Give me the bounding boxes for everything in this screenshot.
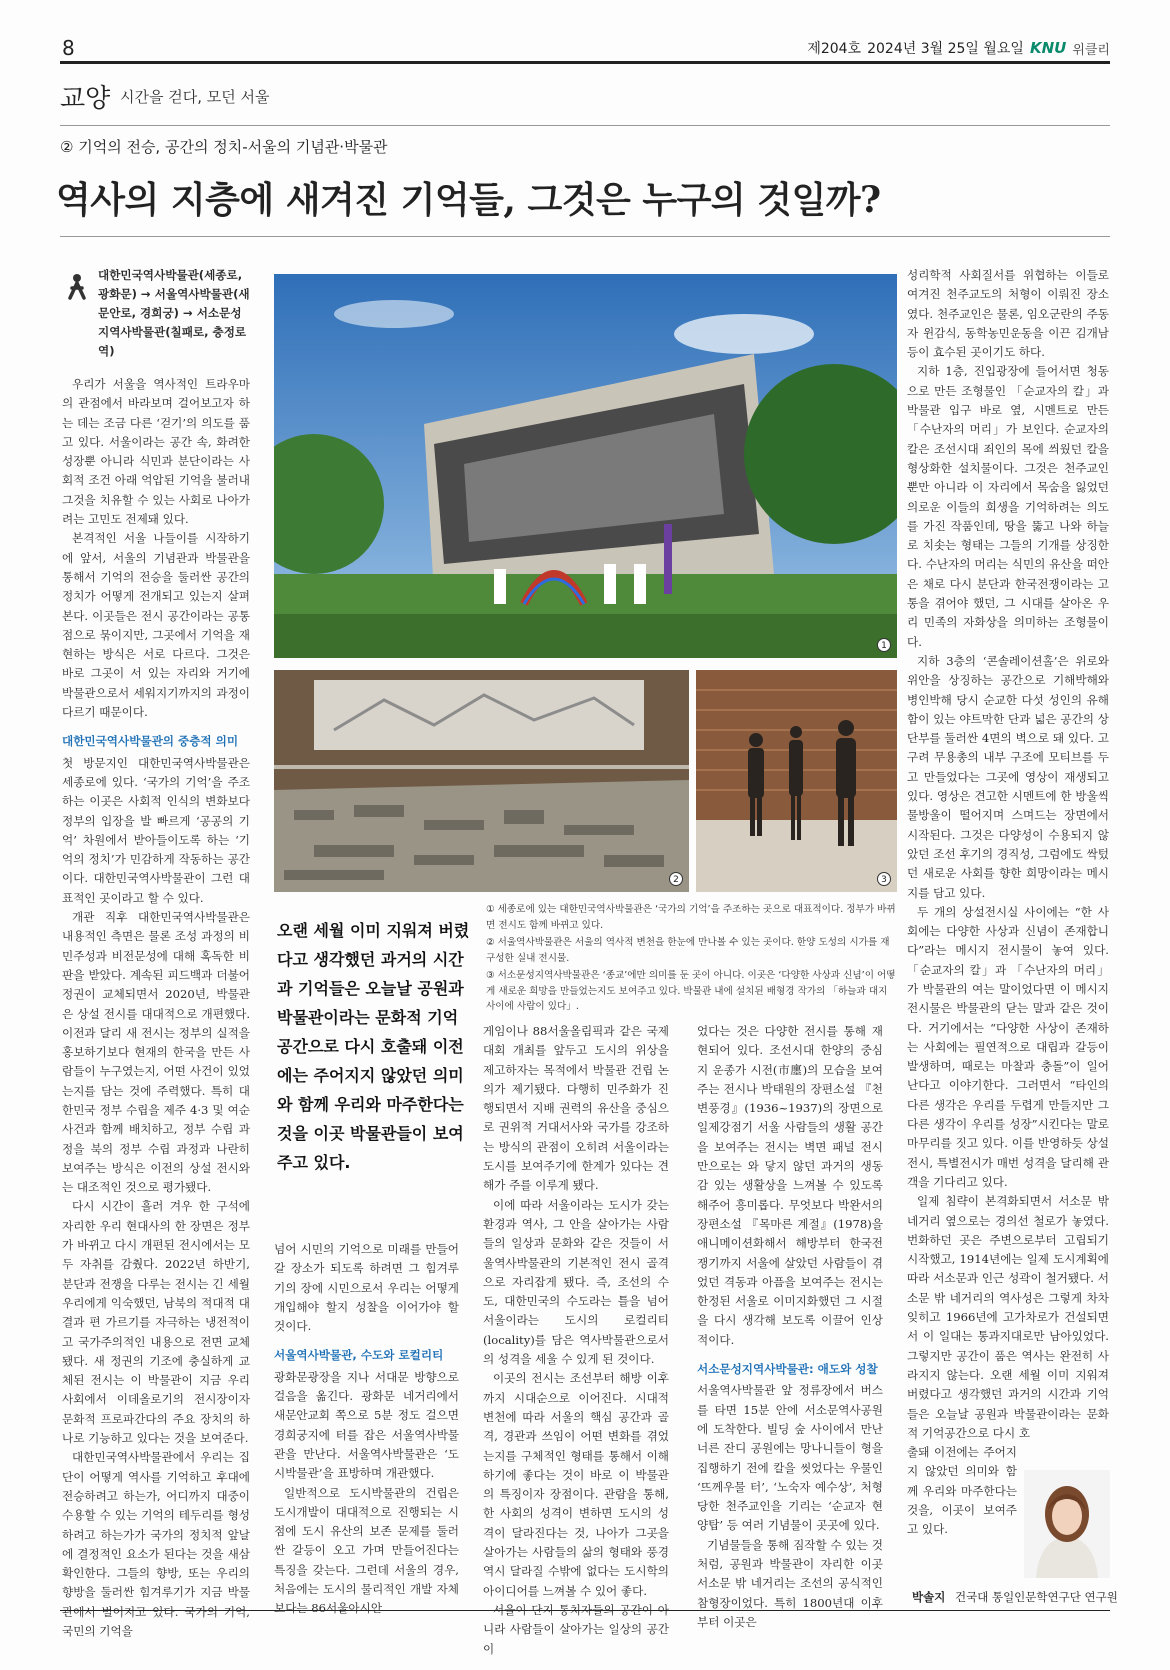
column-3: [483, 1022, 669, 1659]
byline: [912, 1589, 1118, 1605]
photo-badge: 3: [877, 872, 891, 886]
paragraph: 기념물들을 통해 짐작할 수 있는 것처럼, 공원과 박물관이 자리한 이곳 서소문 밖 네거리는 조선의 공식적인 참형장이었다. 특히 1800년대 이후부터 이곳은: [697, 1537, 883, 1629]
photo-badge: 2: [669, 872, 683, 886]
caption: ③ 서소문성지역사박물관은 ‘종교’에만 의미를 둔 곳이 아니다. 이곳은 ‘다양한 사상과 신념’이 어떻게 새로운 희망을 만들었는지도 보여주고 있다. 박물관 내에 설치된 배형경 작가의 「하늘과 대지 사이에 사람이 있다」.: [486, 970, 896, 1012]
paragraph: 지하 3층의 ‘콘솔레이션홀’은 위로와 위안을 상징하는 공간으로 기해박해와 병인박해 당시 순교한 다섯 성인의 유해함이 있는 야트막한 단과 넓은 공간의 상단부를 둘러싼 4면의 벽으로 돼 있다. 고구려 무용총의 내부 구조에 모티브를 두고 만들었다는 그곳에 영상이 재생되고 있다. 영상은 견고한 시멘트에 한 방울씩 물방울이 떨어지며 스며드는 장면에서 시작된다. 그것은 다양성이 수용되지 않았던 조선 후기의 경직성, 그럼에도 싹텄던 새로운 사회를 향한 희망이라는 메시지를 담고 있다.: [907, 653, 1109, 900]
museum-building-image: [274, 274, 897, 658]
sculpture-image: [696, 670, 897, 892]
paragraph: 성리학적 사회질서를 위협하는 이들로 여겨진 천주교도의 처형이 이뤄진 장소였다. 천주교인은 물론, 임오군란의 주동자 윈감식, 동학농민운동을 이끈 김개남 등이 효수된 곳이기도 하다.: [907, 268, 1109, 360]
photo-captions: [486, 902, 896, 1017]
paragraph: 출돼 이전에는 주어지지 않았던 의미와 함께 우리와 마주한다는 것을, 이곳이 보여주고 있다.: [907, 1445, 1017, 1537]
caption: ② 서울역사박물관은 서울의 역사적 변천을 한눈에 만나볼 수 있는 곳이다. 한양 도성의 시가를 재구성한 실내 전시물.: [486, 937, 890, 964]
paragraph: 대한민국역사박물관에서 우리는 집단이 어떻게 역사를 기억하고 후대에 전승하려고 하는가, 어디까지 대중이 수용할 수 있는 기억의 테두리를 형성하려고 하는가가 국가의 정치적 앞날에 결정적인 요소가 된다는 것을 새삼 확인한다. 그들의 향방, 또는 우리의 향방을 둘러싼 힘겨루기가 지금 박물관에서 벌어지고 있다. 국가의 기억, 국민의 기억을: [62, 1450, 250, 1638]
photo-sculpture-hall: [696, 670, 897, 892]
pull-quote: 오랜 세월 이미 지워져 버렸다고 생각했던 과거의 시간과 기억들은 오늘날 공원과 박물관이라는 문화적 기억공간으로 다시 호출돼 이전에는 주어지지 않았던 의미와 함께 우리와 마주한다는 것을 이곳 박물관들이 보여주고 있다.: [277, 921, 470, 1172]
column-2: [274, 1240, 459, 1619]
paragraph: 개관 직후 대한민국역사박물관은 내용적인 측면은 물론 조성 과정의 비민주성과 비전문성에 대해 혹독한 비판을 받았다. 계속된 피드백과 더불어 정권이 교체되면서 2020년, 박물관은 상설 전시를 대대적으로 개편했다. 이전과 달리 새 전시는 정부의 실적을 홍보하기보다 현재의 한국을 만든 사람들이 누구였는지, 어떤 사건이 있었는지를 담는 것에 주력했다. 특히 대한민국 정부 수립을 제주 4·3 및 여순사건과 함께 배치하고, 정부 수립 과정을 북의 정부 수립 과정과 나란히 보여주는 방식은 이전의 상설 전시와는 대조적인 것으로 평가됐다.: [62, 910, 250, 1195]
section-subtitle: 시간을 걷다, 모던 서울: [120, 88, 270, 106]
subheading: 서울역사박물관, 수도와 로컬리티: [274, 1348, 444, 1363]
paragraph: 이곳의 전시는 조선부터 해방 이후까지 시대순으로 이어진다. 시대적 변천에 따라 서울의 핵심 공간과 골격, 경관과 쓰임이 어떤 변화를 겪었는지를 구체적인 형태를 통해서 이해하기에 좋다는 것이 바로 이 박물관의 특징이자 장점이다. 관람을 통해, 한 사회의 성격이 변하면 도시의 성격이 달라진다는 것, 나아가 그곳을 살아가는 사람들의 삶의 형태와 풍경 역시 달라질 수밖에 없다는 도시학의 아이디어를 느껴볼 수 있어 좋다.: [483, 1371, 669, 1598]
author-affiliation: 건국대 통일인문학연구단 연구원: [954, 1590, 1118, 1604]
page-number: 8: [62, 36, 75, 60]
logo-sub: 위클리: [1072, 42, 1110, 58]
bottom-divider: [60, 1610, 1110, 1611]
knu-logo: KNU: [1029, 39, 1067, 57]
issue-info: [807, 38, 1110, 58]
city-model-image: [274, 670, 689, 892]
paragraph: 지하 1층, 진입광장에 들어서면 청동으로 만든 조형물인 「순교자의 칼」과 박물관 입구 바로 옆, 시멘트로 만든 「수난자의 머리」가 보인다. 순교자의 칼은 조선시대 죄인의 목에 씌웠던 칼을 형상화한 설치물이다. 그것은 천주교인뿐만 아니라 이 자리에서 목숨을 잃었던 의로운 이들의 희생을 기억하려는 의도를 가진 작품인데, 땅을 뚫고 나와 하늘로 치솟는 형태는 그들의 기개를 상징한다. 수난자의 머리는 식민의 유산을 떠안은 채로 다시 분단과 한국전쟁이라는 고통을 겪어야 했던, 그 시대를 살아온 우리 민족의 자화상을 의미하는 조형물이다.: [907, 364, 1109, 649]
caption: ① 세종로에 있는 대한민국역사박물관은 ‘국가의 기억’을 주조하는 곳으로 대표적이다. 정부가 바뀌면 전시도 함께 바뀌고 있다.: [486, 904, 896, 931]
subheading: 대한민국역사박물관의 중층적 의미: [62, 734, 239, 749]
issue-number: 제204호: [807, 41, 862, 57]
section-header: [60, 74, 1110, 126]
paragraph: 게임이나 88서울올림픽과 같은 국제대회 개최를 앞두고 도시의 위상을 제고하자는 목적에서 박물관 건립 논의가 제기됐다. 다행히 민주화가 진행되면서 지배 권력의 유산을 중심으로 권위적 거대서사와 국가를 강조하는 방식의 관점이 오히려 서울이라는 도시를 보여주기에 한계가 있다는 견해가 주를 이루게 됐다.: [483, 1024, 669, 1193]
paragraph: 서울이 단지 통치자들의 공간이 아니라 사람들이 살아가는 일상의 공간이: [483, 1602, 669, 1656]
author-portrait: [1024, 1470, 1110, 1578]
paragraph: 우리가 서울을 역사적인 트라우마의 관점에서 바라보며 걸어보고자 하는 데는 조금 다른 ‘걷기’의 의도를 품고 있다. 서울이라는 공간 속, 화려한 성장뿐 아니라 식민과 분단이라는 사회적 조건 아래 억압된 기억을 불러내 그것을 치유할 수 있는 사회로 나아가려는 고민도 전제돼 있다.: [62, 377, 250, 527]
paragraph: 이에 따라 서울이라는 도시가 갖는 환경과 역사, 그 안을 살아가는 사람들의 일상과 문화와 같은 것들이 서울역사박물관의 기본적인 전시 골격으로 자리잡게 됐다. 즉, 조선의 수도, 대한민국의 수도라는 틀을 넘어 서울이라는 도시의 로컬리티(locality)를 담은 역사박물관으로서의 성격을 세울 수 있게 된 것이다.: [483, 1197, 669, 1367]
headline-divider: [60, 236, 1110, 237]
paragraph: 었다는 것은 다양한 전시를 통해 재현되어 있다. 조선시대 한양의 중심지 운종가 시전(市廛)의 모습을 보여주는 전시나 박태원의 장편소설 『천변풍경』(1936~1937)의 장면으로 일제강점기 서울 사람들의 생활 공간을 보여주는 전시는 벽면 패널 전시만으로는 와 닿지 않던 과거의 생동감 있는 생활상을 느껴볼 수 있도록 해주어 흥미롭다. 무엇보다 박완서의 장편소설 『목마른 계절』(1978)을 애니메이션화해서 해방부터 한국전쟁기까지 서울에 살았던 사람들이 겪었던 격동과 아픔을 보여주는 전시는 한정된 서울로 이미지화했던 그 시절을 다시 생각해 보도록 이끌어 인상적이다.: [697, 1024, 883, 1347]
author-name: 박솔지: [912, 1590, 946, 1604]
author-photo: [1024, 1470, 1110, 1578]
paragraph: 첫 방문지인 대한민국역사박물관은 세종로에 있다. ‘국가의 기억’을 주조하는 이곳은 사회적 인식의 변화보다 정부의 입장을 발 빠르게 ‘공공의 기억’ 차원에서 받아들이도록 하는 ‘기억의 정치’가 민감하게 작동하는 공간이다. 대한민국역사박물관이 그런 대표적인 곳이라고 할 수 있다.: [62, 755, 250, 905]
paragraph: 일제 침략이 본격화되면서 서소문 밖 네거리 옆으로는 경의선 철로가 놓였다. 번화하던 곳은 주변으로부터 고립되기 시작했고, 1914년에는 일제 도시계획에 따라 서소문과 인근 성곽이 철거됐다. 서소문 밖 네거리의 역사성은 그렇게 차차 잊히고 1966년에 고가차로가 건설되면서 이 일대는 통과지대로만 남아있었다. 그렇지만 공간이 품은 역사는 완전히 사라지지 않는다. 오랜 세월 이미 지워져 버렸다고 생각했던 과거의 시간과 기억들은 오늘날 공원과 박물관이라는 문화적 기억공간으로 다시 호: [907, 1194, 1109, 1440]
section-label: 교양: [60, 84, 111, 114]
article-kicker: ② 기억의 전승, 공간의 정치-서울의 기념관·박물관: [60, 138, 388, 156]
column-5: [907, 266, 1109, 1540]
paragraph: 일반적으로 도시박물관의 건립은 도시개발이 대대적으로 진행되는 시점에 도시 유산의 보존 문제를 둘러싼 갈등이 오고 가며 만들어진다는 특징을 갖는다. 그런데 서울의 경우, 처음에는 도시의 물리적인 개발 자체보다는 86서울아시안: [274, 1485, 459, 1616]
paragraph: 넘어 시민의 기억으로 미래를 만들어 갈 장소가 되도록 하려면 그 힘겨루기의 장에 시민으로서 우리는 어떻게 개입해야 할지 성찰을 이어가야 할 것이다.: [274, 1242, 459, 1334]
walking-person-icon: [62, 272, 92, 302]
article-lead: [62, 266, 250, 361]
photo-seoul-model: [274, 670, 689, 892]
page-header: [60, 30, 1110, 64]
paragraph: 다시 시간이 흘러 겨우 한 구석에 자리한 우리 현대사의 한 장면은 정부가 바뀌고 다시 개편된 전시에서는 모두 자취를 감췄다. 2022년 하반기, 분단과 전쟁을 다루는 전시는 긴 세월 우리에게 익숙했던, 남북의 적대적 대결과 편 가르기를 자극하는 냉전적이고 국가주의적인 내용으로 전면 교체됐다. 새 정권의 기조에 충실하게 교체된 전시는 이 박물관이 지금 우리 사회에서 이데올로기의 전시장이자 문화적 프로파간다의 주요 장치의 하나로 기능하고 있다는 것을 보여준다.: [62, 1199, 250, 1446]
paragraph: 서울역사박물관 앞 정류장에서 버스를 타면 15분 안에 서소문역사공원에 도착한다. 빌딩 숲 사이에서 만난 너른 잔디 공원에는 망나니들이 형을 집행하기 전에 칼을 씻었다는 우물인 ‘뜨께우물 터’, ‘노숙자 예수상’, 처형당한 천주교인을 기리는 ‘순교자 현양탑’ 등 여러 기념물이 곳곳에 있다.: [697, 1383, 883, 1533]
photo-badge: 1: [877, 638, 891, 652]
issue-date: 2024년 3월 25일 월요일: [867, 41, 1024, 57]
paragraph: 본격적인 서울 나들이를 시작하기에 앞서, 서울의 기념관과 박물관을 통해서 기억의 전승을 둘러싼 공간의 정치가 어떻게 전개되고 있는지 살펴본다. 이곳들은 전시 공간이라는 공통점으로 묶이지만, 그곳에서 기억을 재현하는 방식은 서로 다르다. 그것은 바로 그곳이 서 있는 자리와 거기에 박물관으로서 세워지기까지의 과정이 다르기 때문이다.: [62, 531, 250, 720]
article-headline: 역사의 지층에 새겨진 기억들, 그것은 누구의 것일까?: [56, 179, 881, 221]
subheading: 서소문성지역사박물관: 애도와 성찰: [697, 1362, 878, 1377]
lead-route: 대한민국역사박물관(세종로, 광화문) → 서울역사박물관(새문안로, 경희궁) → 서소문성지역사박물관(칠패로, 충정로역): [98, 268, 250, 358]
paragraph: 두 개의 상설전시실 사이에는 “한 사회에는 다양한 사상과 신념이 존재합니다”라는 메시지 전시물이 놓여 있다. 「순교자의 칼」과 「수난자의 머리」가 박물관의 여는 말이었다면 이 메시지 전시물은 박물관의 닫는 말과 같은 것이다. 거기에서는 “다양한 사상이 존재하는 사회에는 필연적으로 대립과 갈등이 발생하며, 때로는 마찰과 충돌”이 일어난다고 이야기한다. 그러면서 “타인의 다른 생각은 우리를 두렵게 만들지만 그 다른 생각이 우리를 성장”시킨다는 말로 마무리를 짓고 있다. 이를 반영하듯 상설전시, 특별전시가 매번 성격을 달리해 관객을 기다리고 있다.: [907, 904, 1109, 1189]
column-1: [62, 266, 250, 1641]
photo-national-museum: [274, 274, 897, 658]
paragraph: 광화문광장을 지나 서대문 방향으로 걸음을 옮긴다. 광화문 네거리에서 새문안교회 쪽으로 5분 정도 걸으면 경희궁지에 터를 잡은 서울역사박물관을 만난다. 서울역사박물관은 ‘도시박물관’을 표방하며 개관했다.: [274, 1369, 459, 1481]
column-4: [697, 1022, 883, 1632]
